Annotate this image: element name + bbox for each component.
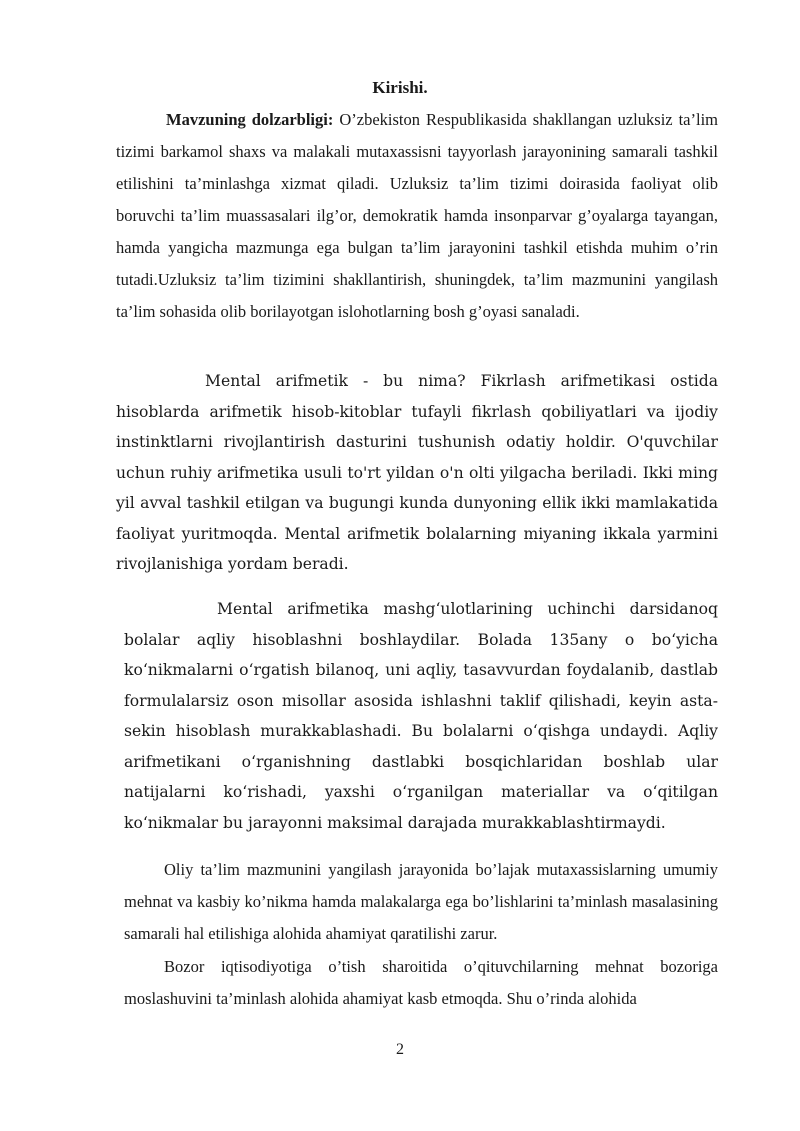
paragraph-lead: Mavzuning dolzarbligi: xyxy=(166,110,334,129)
paragraph-mental-arithmetic: Mental arifmetik - bu nima? Fikrlash arifmetikasi ostida hisoblarda arifmetik hisob-kitoblar tufayli fikrlash qobiliyatlari va ijodiy instinktlarni rivojlantirish dasturini tushunish odatiy holdir. O'quvchilar uchun ruhiy arifmetika usuli to'rt yildan o'n olti yilgacha beriladi. Ikki ming yil avval tashkil etilgan va bugungi kunda dunyoning ellik ikki mamlakatida faoliyat yuritmoqda. Mental arifmetik bolalarning miyaning ikkala yarmini rivojlanishiga yordam beradi. xyxy=(116,372,718,573)
paragraph-text: O’zbekiston Respublikasida shakllangan uzluksiz ta’lim tizimi barkamol shaxs va malakali mutaxassisni tayyorlash jarayonining samarali tashkil etilishini ta’minlashga xizmat qiladi. Uzluksiz ta’lim tizimi doirasida faoliyat olib boruvchi ta’lim muassasalari ilg’or, demokratik hamda insonparvar g’oyalarga tayangan, hamda yangicha mazmunga ega bulgan ta’lim jarayonini tashkil etishda muhim o’rin tutadi.Uzluksiz ta’lim tizimini shakllantirish, shuningdek, ta’lim mazmunini yangilash ta’lim sohasida olib borilayotgan islohotlarning bosh g’oyasi sanaladi. xyxy=(116,110,719,321)
paragraph-higher-education: Oliy ta’lim mazmunini yangilash jarayonida bo’lajak mutaxassislarning umumiy mehnat va kasbiy ko’nikma hamda malakalarga ega bo’lishlarini ta’minlash masalasining samarali hal etilishiga alohida ahamiyat qaratilishi zarur. xyxy=(124,860,718,943)
page-title: Kirishi. xyxy=(372,78,428,97)
paragraph-relevance xyxy=(116,104,718,328)
paragraph-lessons: Mental arifmetika mashg‘ulotlarining uchinchi darsidanoq bolalar aqliy hisoblashni boshlaydilar. Bolada 135any o bo‘yicha ko‘nikmalarni o‘rgatish bilanoq, uni aqliy, tasavvurdan foydalanib, dastlab formulalarsiz oson misollar asosida ishlashni taklif qilishadi, keyin asta-sekin hisoblash murakkablashadi. Bu bolalarni o‘qishga undaydi. Aqliy arifmetikani o‘rganishning dastlabki bosqichlaridan boshlab ular natijalarni ko‘rishadi, yaxshi o‘rganilgan materiallar va o‘qitilgan ko‘nikmalar bu jarayonni maksimal darajada murakkablashtirmaydi. xyxy=(124,600,718,832)
page-number: 2 xyxy=(396,1041,404,1058)
paragraph-market-economy: Bozor iqtisodiyotiga o’tish sharoitida o’qituvchilarning mehnat bozoriga moslashuvini ta’minlash alohida ahamiyat kasb etmoqda. Shu o’rinda alohida xyxy=(124,957,718,1008)
